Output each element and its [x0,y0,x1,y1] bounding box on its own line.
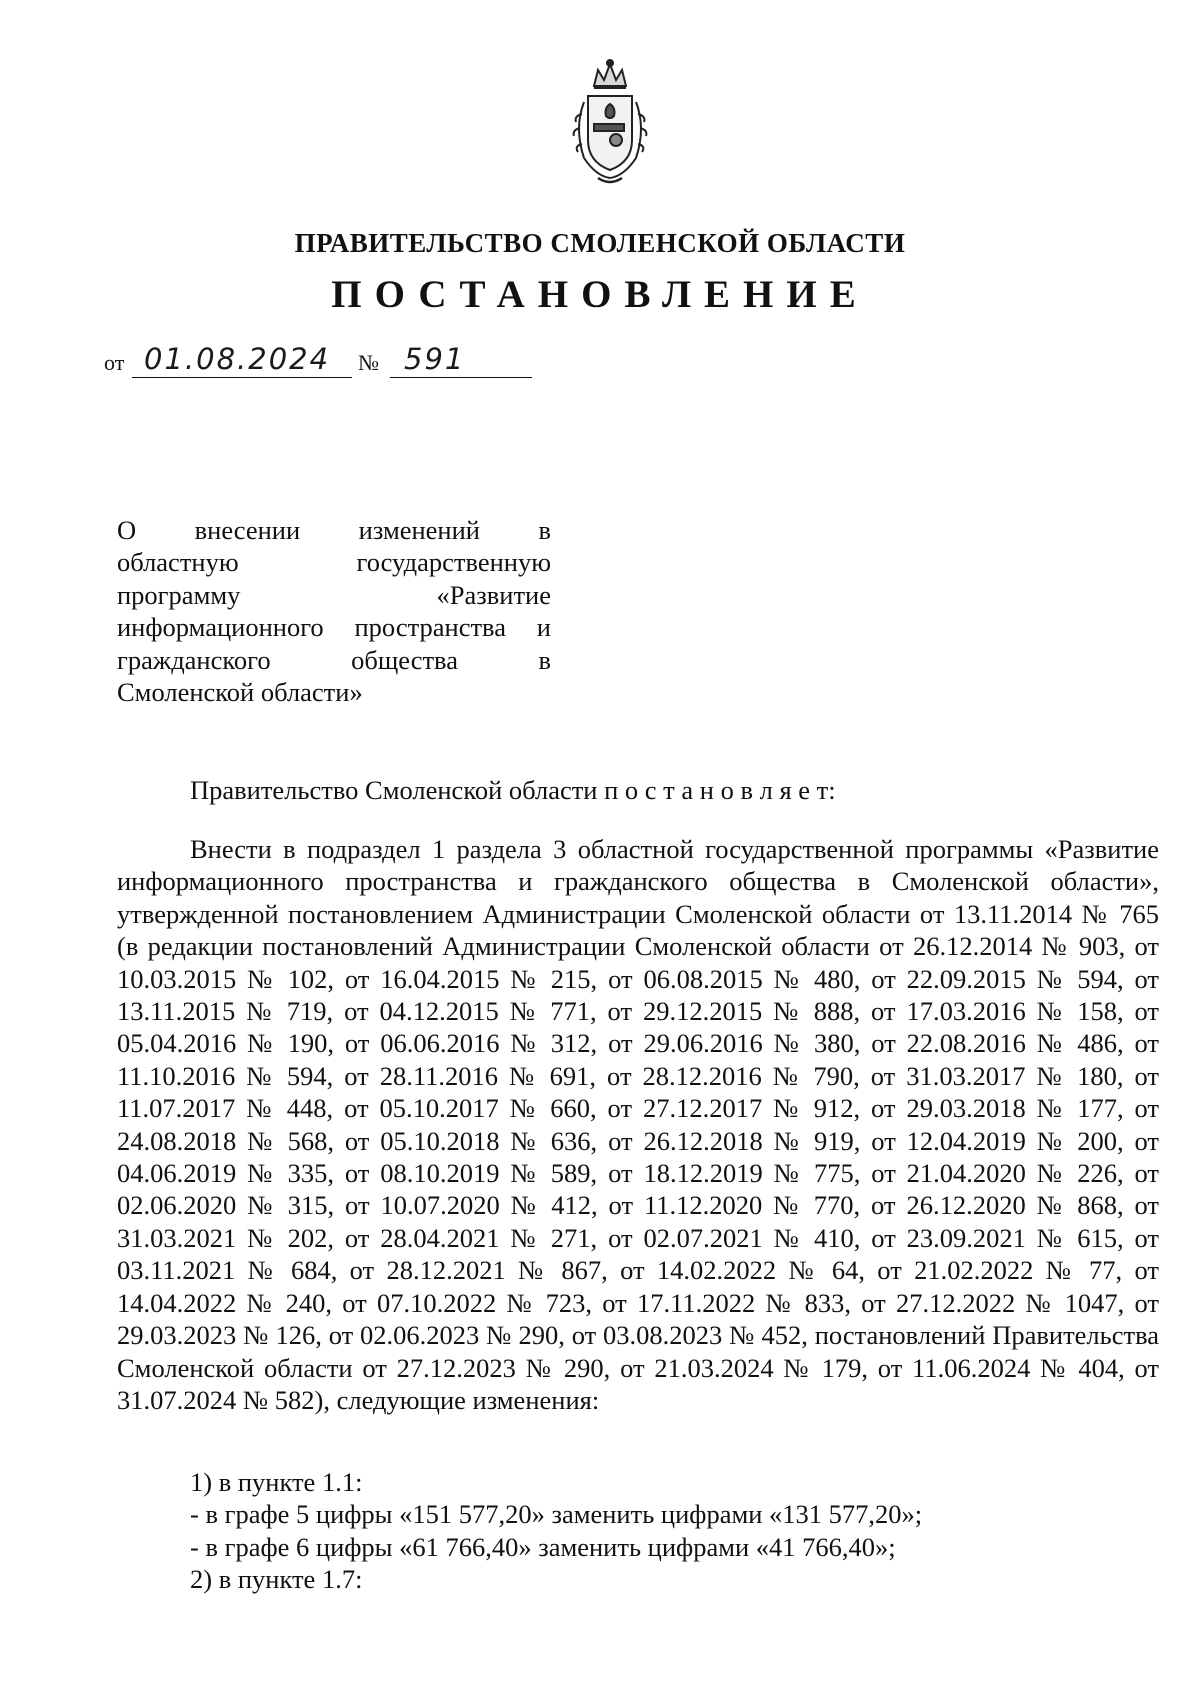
document-subject [117,514,551,708]
list-item: 2) в пункте 1.7: [190,1564,363,1595]
subject-line: областную государственную [117,547,551,578]
organization-title: ПРАВИТЕЛЬСТВО СМОЛЕНСКОЙ ОБЛАСТИ [294,228,906,258]
number-prefix: № [358,350,379,375]
list-item: - в графе 5 цифры «151 577,20» заменить цифрами «131 577,20»; [190,1499,923,1530]
subject-line: информационного пространства и [117,612,551,643]
subject-line: О внесении изменений в [117,515,551,545]
handwritten-date: 01.08.2024 [144,342,331,376]
subject-line: программу «Развитие [117,579,551,610]
main-paragraph: Внести в подраздел 1 раздела 3 областной государственной программы «Развитие информационного пространства и гражданского общества в Смоленской области», утвержденной постановлением Администрации Смоленской области от 13.11.2014 № 765 (в редакции постановлений Администрации Смоленской области от 26.12.2014 № 903, от 10.03.2015 № 102, от 16.04.2015 № 215, от 06.08.2015 № 480, от 22.09.2015 № 594, от 13.11.2015 № 719, от 04.12.2015 № 771, от 29.12.2015 № 888, от 17.03.2016 № 158, от 05.04.2016 № 190, от 06.06.2016 № 312, от 29.06.2016 № 380, от 22.08.2016 № 486, от 11.10.2016 № 594, от 28.11.2016 № 691, от 28.12.2016 № 790, от 31.03.2017 № 180, от 11.07.2017 № 448, от 05.10.2017 № 660, от 27.12.2017 № 912, от 29.03.2018 № 177, от 24.08.2018 № 568, от 05.10.2018 № 636, от 26.12.2018 № 919, от 12.04.2019 № 200, от 04.06.2019 № 335, от 08.10.2019 № 589, от 18.12.2019 № 775, от 21.04.2020 № 226, от 02.06.2020 № 315, от 10.07.2020 № 412, от 11.12.2020 № 770, от 26.12.2020 № 868, от 31.03.2021 № 202, от 28.04.2021 № 271, от 02.07.2021 № 410, от 23.09.2021 № 615, от 03.11.2021 № 684, от 28.12.2021 № 867, от 14.02.2022 № 64, от 21.02.2022 № 77, от 14.04.2022 № 240, от 07.10.2022 № 723, от 17.11.2022 № 833, от 27.12.2022 № 1047, от 29.03.2023 № 126, от 02.06.2023 № 290, от 03.08.2023 № 452, постановлений Правительства Смоленской области от 27.12.2023 № 290, от 21.03.2024 № 179, от 11.06.2024 № 404, от 31.07.2024 № 582), следующие изменения: [117,834,1159,1415]
subject-line: гражданского общества в [117,644,551,675]
date-underline [132,377,352,378]
date-number-line [104,344,534,380]
subject-line: Смоленской области» [117,677,363,708]
list-item: - в графе 6 цифры «61 766,40» заменить цифрами «41 766,40»; [190,1531,896,1562]
document-type-title: ПОСТАНОВЛЕНИЕ [331,273,869,316]
change-items-list [190,1466,922,1596]
preamble: Правительство Смоленской области п о с т а н о в л я е т: [190,775,836,805]
number-underline [390,377,532,378]
date-prefix: от [104,350,125,375]
list-item: 1) в пункте 1.1: [190,1467,363,1497]
smolensk-coat-of-arms-icon [560,58,660,188]
handwritten-number: 591 [404,342,466,376]
